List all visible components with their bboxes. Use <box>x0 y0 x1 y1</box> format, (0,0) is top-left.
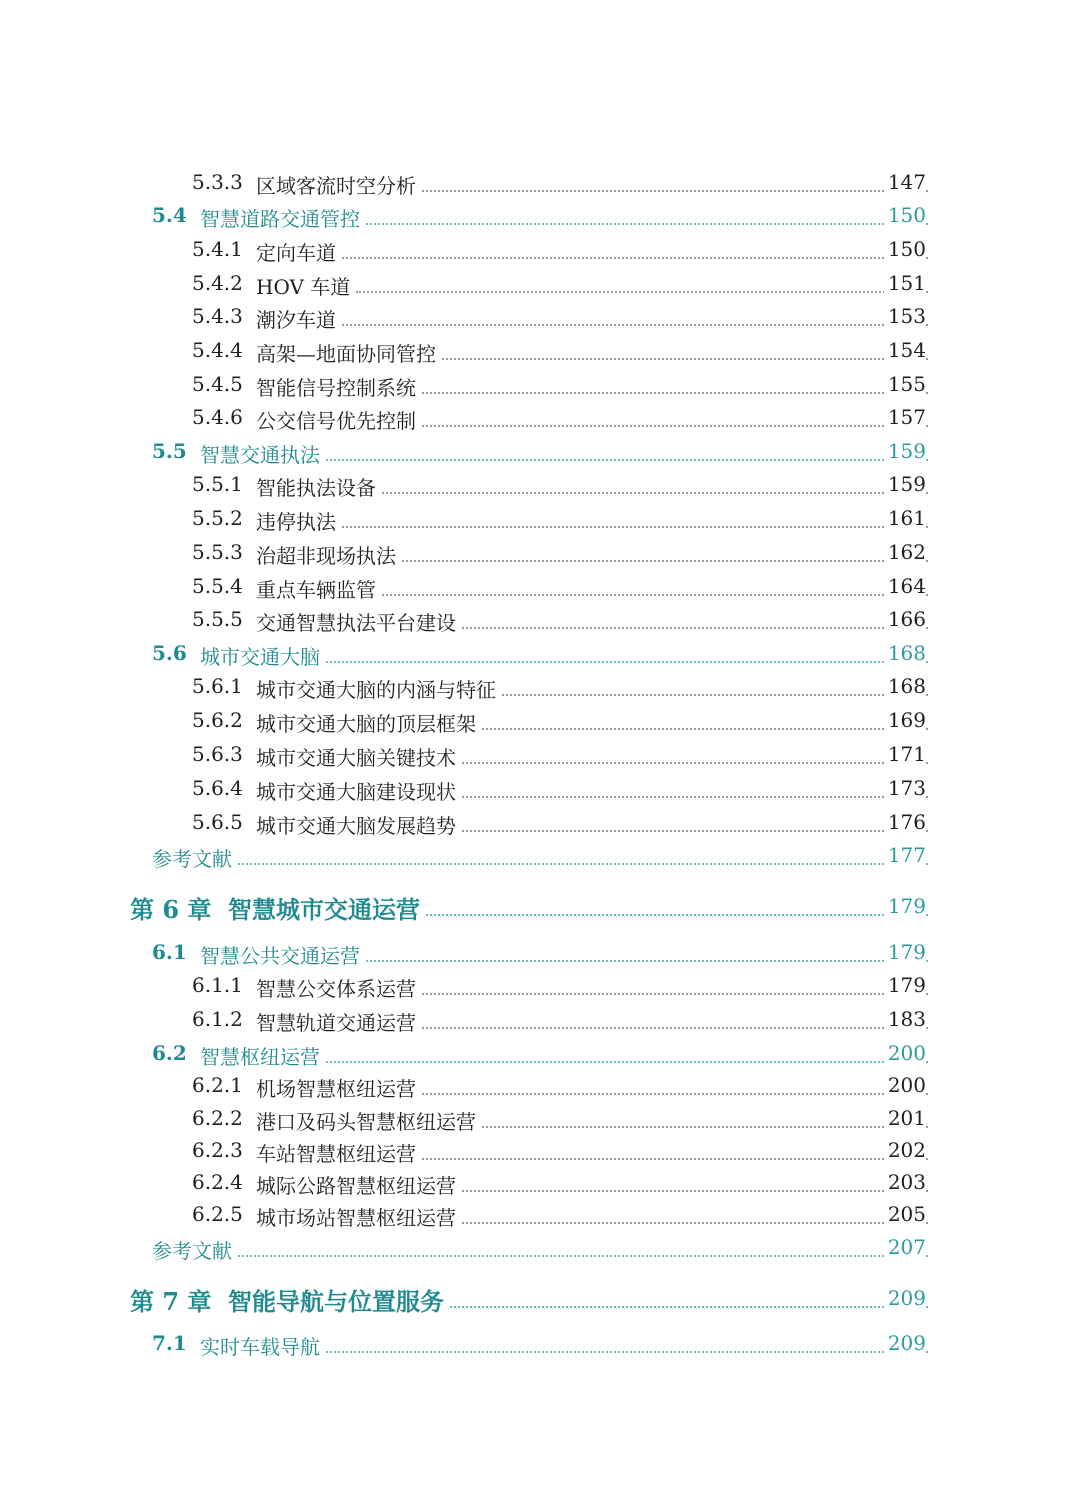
toc-subsection-row[interactable] <box>0 338 1080 372</box>
toc-entry-title: 交通智慧执法平台建设 <box>256 607 460 636</box>
toc-entry-title: 城市交通大脑 <box>200 641 324 670</box>
toc-entry-page: 153 <box>884 304 926 328</box>
toc-entry-number: 6.2.3 <box>192 1138 247 1162</box>
toc-section-row[interactable] <box>0 1041 1080 1075</box>
toc-subsection-row[interactable] <box>0 372 1080 406</box>
toc-entry-number: 5.4.3 <box>192 304 247 328</box>
toc-entry-title: 重点车辆监管 <box>256 574 380 603</box>
dot-leader <box>482 708 928 730</box>
toc-entry-number: 6.1.1 <box>192 973 247 997</box>
toc-subsection-row[interactable] <box>0 1007 1080 1041</box>
toc-entry-title: 城市交通大脑关键技术 <box>256 742 460 771</box>
toc-entry-page: 150 <box>884 203 926 227</box>
toc-entry-page: 161 <box>884 506 926 530</box>
toc-entry-number: 5.3.3 <box>192 170 247 194</box>
dot-leader <box>402 540 928 562</box>
toc-entry-title: 智慧枢纽运营 <box>200 1041 324 1070</box>
toc-subsection-row[interactable] <box>0 574 1080 608</box>
toc-subsection-row[interactable] <box>0 1202 1080 1236</box>
toc-entry-number: 5.6.3 <box>192 742 247 766</box>
toc-entry-title: 定向车道 <box>256 237 340 266</box>
toc-entry-page: 164 <box>884 574 926 598</box>
toc-subsection-row[interactable] <box>0 1170 1080 1204</box>
toc-entry-page: 202 <box>884 1138 926 1162</box>
toc-subsection-row[interactable] <box>0 304 1080 338</box>
toc-entry-page: 171 <box>884 742 926 766</box>
toc-entry-page: 162 <box>884 540 926 564</box>
toc-entry-number: 5.5.5 <box>192 607 247 631</box>
toc-chapter-row[interactable] <box>0 890 1080 930</box>
toc-entry-title: 城市交通大脑的顶层框架 <box>256 708 480 737</box>
dot-leader <box>342 237 928 259</box>
toc-entry-title: 潮汐车道 <box>256 304 340 333</box>
toc-entry-page: 168 <box>884 674 926 698</box>
toc-entry-page: 207 <box>884 1235 926 1259</box>
toc-entry-number: 5.4.4 <box>192 338 247 362</box>
dot-leader <box>462 1202 928 1224</box>
toc-subsection-row[interactable] <box>0 540 1080 574</box>
toc-entry-number: 6.1 <box>152 940 191 964</box>
toc-entry-title: 港口及码头智慧枢纽运营 <box>256 1106 480 1135</box>
toc-subsection-row[interactable] <box>0 973 1080 1007</box>
toc-entry-title: 智慧交通执法 <box>200 439 324 468</box>
toc-entry-number: 5.4 <box>152 203 191 227</box>
toc-entry-title: 违停执法 <box>256 506 340 535</box>
toc-subsection-row[interactable] <box>0 506 1080 540</box>
dot-leader <box>356 271 928 293</box>
toc-entry-page: 203 <box>884 1170 926 1194</box>
toc-entry-title: 智能导航与位置服务 <box>228 1282 448 1317</box>
toc-subsection-row[interactable] <box>0 1106 1080 1140</box>
toc-entry-page: 201 <box>884 1106 926 1130</box>
dot-leader <box>462 607 928 629</box>
toc-entry-title: 治超非现场执法 <box>256 540 400 569</box>
toc-entry-title: 参考文献 <box>152 843 236 872</box>
toc-entry-title: 车站智慧枢纽运营 <box>256 1138 420 1167</box>
dot-leader <box>382 472 928 494</box>
dot-leader <box>462 742 928 764</box>
toc-entry-page: 169 <box>884 708 926 732</box>
toc-entry-number: 6.2 <box>152 1041 191 1065</box>
toc-entry-page: 151 <box>884 271 926 295</box>
dot-leader <box>422 405 928 427</box>
toc-entry-number: 7.1 <box>152 1331 191 1355</box>
toc-entry-number: 5.4.2 <box>192 271 247 295</box>
toc-section-row[interactable] <box>0 940 1080 974</box>
dot-leader <box>366 940 928 962</box>
toc-reference-row[interactable] <box>0 843 1080 877</box>
toc-subsection-row[interactable] <box>0 607 1080 641</box>
toc-entry-title: 智慧轨道交通运营 <box>256 1007 420 1036</box>
toc-entry-title: HOV 车道 <box>256 271 354 300</box>
toc-subsection-row[interactable] <box>0 708 1080 742</box>
toc-entry-title: 智慧公交体系运营 <box>256 973 420 1002</box>
toc-entry-title: 机场智慧枢纽运营 <box>256 1073 420 1102</box>
toc-entry-title: 智慧公共交通运营 <box>200 940 364 969</box>
toc-subsection-row[interactable] <box>0 742 1080 776</box>
toc-entry-page: 157 <box>884 405 926 429</box>
toc-entry-page: 150 <box>884 237 926 261</box>
toc-entry-page: 200 <box>884 1073 926 1097</box>
toc-entry-number: 5.5.1 <box>192 472 247 496</box>
dot-leader <box>422 1073 928 1095</box>
dot-leader <box>382 574 928 596</box>
toc-entry-number: 5.4.5 <box>192 372 247 396</box>
toc-subsection-row[interactable] <box>0 405 1080 439</box>
toc-entry-title: 智慧道路交通管控 <box>200 203 364 232</box>
dot-leader <box>442 338 928 360</box>
toc-section-row[interactable] <box>0 439 1080 473</box>
toc-subsection-row[interactable] <box>0 1138 1080 1172</box>
dot-leader <box>238 843 928 865</box>
toc-entry-title: 区域客流时空分析 <box>256 170 420 199</box>
toc-entry-title: 智能执法设备 <box>256 472 380 501</box>
toc-section-row[interactable] <box>0 641 1080 675</box>
dot-leader <box>366 203 928 225</box>
toc-subsection-row[interactable] <box>0 674 1080 708</box>
toc-entry-page: 209 <box>884 1331 926 1355</box>
dot-leader <box>450 1282 928 1308</box>
toc-entry-number: 6.2.2 <box>192 1106 247 1130</box>
toc-entry-page: 209 <box>884 1286 926 1310</box>
dot-leader <box>422 1138 928 1160</box>
toc-entry-title: 城市交通大脑发展趋势 <box>256 810 460 839</box>
dot-leader <box>502 674 928 696</box>
toc-entry-number: 5.5.2 <box>192 506 247 530</box>
toc-entry-page: 147 <box>884 170 926 194</box>
toc-entry-number: 5.6.5 <box>192 810 247 834</box>
toc-entry-title: 参考文献 <box>152 1235 236 1264</box>
toc-entry-title: 城市场站智慧枢纽运营 <box>256 1202 460 1231</box>
toc-entry-number: 5.4.6 <box>192 405 247 429</box>
toc-entry-title: 城际公路智慧枢纽运营 <box>256 1170 460 1199</box>
dot-leader <box>238 1235 928 1257</box>
toc-entry-page: 179 <box>884 894 926 918</box>
dot-leader <box>422 1007 928 1029</box>
dot-leader <box>326 641 928 663</box>
toc-subsection-row[interactable] <box>0 472 1080 506</box>
toc-entry-page: 183 <box>884 1007 926 1031</box>
toc-subsection-row[interactable] <box>0 170 1080 204</box>
toc-subsection-row[interactable] <box>0 237 1080 271</box>
toc-entry-page: 159 <box>884 439 926 463</box>
toc-entry-page: 179 <box>884 940 926 964</box>
toc-entry-number: 5.6.4 <box>192 776 247 800</box>
toc-entry-number: 5.4.1 <box>192 237 247 261</box>
toc-entry-number: 6.2.1 <box>192 1073 247 1097</box>
toc-entry-title: 智能信号控制系统 <box>256 372 420 401</box>
dot-leader <box>326 1041 928 1063</box>
toc-entry-title: 公交信号优先控制 <box>256 405 420 434</box>
toc-entry-number: 第 6 章 <box>130 890 215 925</box>
dot-leader <box>462 776 928 798</box>
toc-chapter-row[interactable] <box>0 1282 1080 1322</box>
toc-entry-page: 176 <box>884 810 926 834</box>
dot-leader <box>326 439 928 461</box>
toc-entry-page: 166 <box>884 607 926 631</box>
toc-entry-number: 5.6.2 <box>192 708 247 732</box>
dot-leader <box>422 973 928 995</box>
toc-section-row[interactable] <box>0 1331 1080 1365</box>
dot-leader <box>422 372 928 394</box>
dot-leader <box>426 890 928 916</box>
toc-entry-page: 159 <box>884 472 926 496</box>
toc-entry-page: 205 <box>884 1202 926 1226</box>
toc-subsection-row[interactable] <box>0 776 1080 810</box>
toc-entry-title: 高架—地面协同管控 <box>256 338 440 367</box>
toc-section-row[interactable] <box>0 203 1080 237</box>
dot-leader <box>342 304 928 326</box>
toc-entry-title: 城市交通大脑建设现状 <box>256 776 460 805</box>
toc-entry-page: 173 <box>884 776 926 800</box>
toc-entry-number: 第 7 章 <box>130 1282 215 1317</box>
toc-entry-number: 5.5.4 <box>192 574 247 598</box>
toc-entry-number: 5.6.1 <box>192 674 247 698</box>
toc-entry-title: 智慧城市交通运营 <box>228 890 424 925</box>
dot-leader <box>422 170 928 192</box>
toc-entry-number: 6.2.4 <box>192 1170 247 1194</box>
dot-leader <box>482 1106 928 1128</box>
toc-entry-number: 6.1.2 <box>192 1007 247 1031</box>
toc-entry-title: 城市交通大脑的内涵与特征 <box>256 674 500 703</box>
toc-entry-number: 5.5 <box>152 439 191 463</box>
toc-entry-title: 实时车载导航 <box>200 1331 324 1360</box>
toc-entry-page: 168 <box>884 641 926 665</box>
toc-entry-page: 200 <box>884 1041 926 1065</box>
toc-subsection-row[interactable] <box>0 810 1080 844</box>
toc-entry-number: 5.5.3 <box>192 540 247 564</box>
dot-leader <box>342 506 928 528</box>
toc-entry-page: 154 <box>884 338 926 362</box>
dot-leader <box>462 1170 928 1192</box>
toc-entry-number: 6.2.5 <box>192 1202 247 1226</box>
dot-leader <box>326 1331 928 1353</box>
toc-reference-row[interactable] <box>0 1235 1080 1269</box>
toc-subsection-row[interactable] <box>0 1073 1080 1107</box>
toc-entry-page: 179 <box>884 973 926 997</box>
toc-subsection-row[interactable] <box>0 271 1080 305</box>
dot-leader <box>462 810 928 832</box>
toc-entry-page: 155 <box>884 372 926 396</box>
toc-entry-number: 5.6 <box>152 641 191 665</box>
toc-entry-page: 177 <box>884 843 926 867</box>
